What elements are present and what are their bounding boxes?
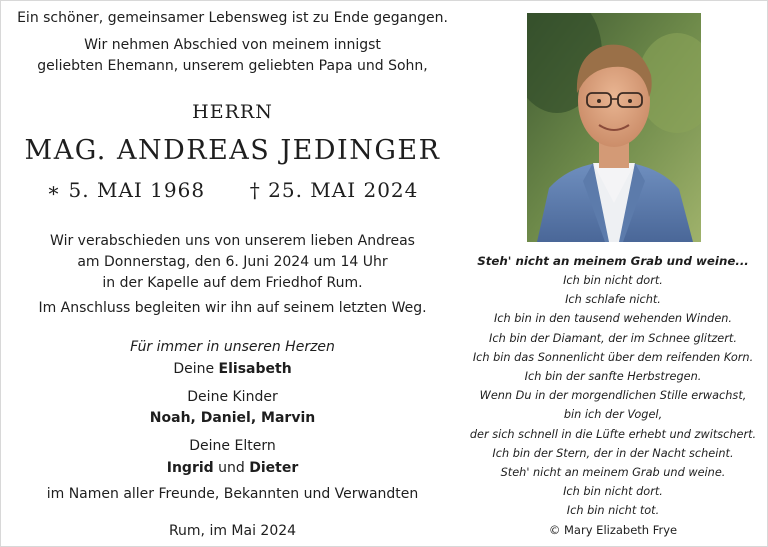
others-line: im Namen aller Freunde, Bekannten und Verwandten (46, 486, 419, 502)
parent-1: Ingrid (166, 460, 214, 476)
wife-prefix: Deine (173, 361, 215, 377)
poem-line: Wenn Du in der morgendlichen Stille erwachst, (479, 389, 747, 402)
poem-line: der sich schnell in die Lüfte erhebt und zwitschert. (469, 428, 757, 441)
ceremony-line-4: Im Anschluss begleiten wir ihn auf seinem letzten Weg. (38, 300, 427, 316)
poem-line: Ich bin nicht dort. (563, 274, 663, 287)
mourner-wife (0, 361, 465, 377)
memorial-motto: Für immer in unseren Herzen (130, 339, 335, 355)
parent-2: Dieter (249, 460, 299, 476)
poem-line: Ich bin der Diamant, der im Schnee glitzert. (489, 332, 737, 345)
life-dates (0, 178, 465, 202)
portrait-photo (527, 13, 701, 242)
deceased-name: MAG. ANDREAS JEDINGER (24, 135, 441, 166)
parents-names (0, 460, 465, 476)
death-date: † 25. MAI 2024 (249, 178, 419, 202)
poem-line: Ich bin in den tausend wehenden Winden. (493, 312, 733, 325)
intro-line-3: geliebten Ehemann, unserem geliebten Papa und Sohn, (37, 58, 428, 74)
wife-name: Elisabeth (218, 361, 292, 377)
poem-title: Steh' nicht an meinem Grab und weine... (477, 254, 749, 268)
poem-line: Ich bin der Stern, der in der Nacht scheint. (492, 447, 734, 460)
ceremony-line-3: in der Kapelle auf dem Friedhof Rum. (102, 275, 363, 291)
intro-line-2: Wir nehmen Abschied von meinem innigst (84, 37, 381, 53)
children-names (0, 410, 465, 426)
poem-line: Ich bin das Sonnenlicht über dem reifenden Korn. (472, 351, 754, 364)
children-label: Deine Kinder (187, 389, 278, 405)
poem-line: Steh' nicht an meinem Grab und weine. (500, 466, 726, 479)
ceremony-line-1: Wir verabschieden uns von unserem lieben Andreas (50, 233, 415, 249)
poem-line: Ich schlafe nicht. (565, 293, 661, 306)
place-date: Rum, im Mai 2024 (168, 523, 297, 539)
parents-label: Deine Eltern (189, 438, 276, 454)
poem-line: Ich bin nicht dort. (563, 485, 663, 498)
poem-line: bin ich der Vogel, (563, 408, 663, 421)
salutation: HERRN (192, 101, 273, 123)
intro-line-1: Ein schöner, gemeinsamer Lebensweg ist zu Ende gegangen. (17, 10, 448, 26)
children-names-text: Noah, Daniel, Marvin (149, 410, 316, 426)
ceremony-line-2: am Donnerstag, den 6. Juni 2024 um 14 Uhr (77, 254, 388, 270)
poem-line: Ich bin nicht tot. (566, 504, 660, 517)
parents-join: und (218, 460, 245, 476)
poem-line: Ich bin der sanfte Herbstregen. (524, 370, 702, 383)
birth-date: ∗ 5. MAI 1968 (46, 178, 206, 202)
poem-credit: © Mary Elizabeth Frye (548, 523, 678, 537)
